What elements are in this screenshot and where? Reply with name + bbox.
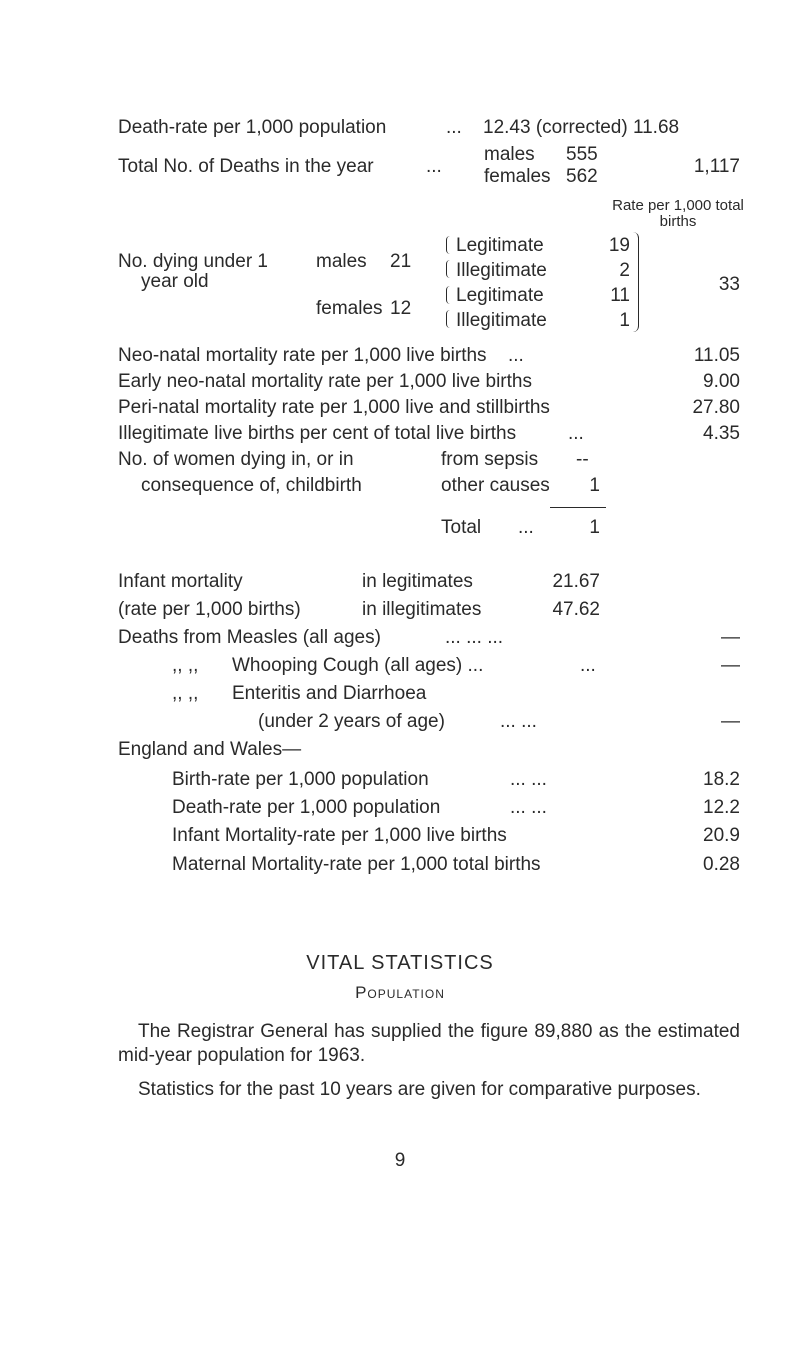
- infant-mortality-label-2: (rate per 1,000 births): [118, 599, 301, 620]
- deaths-females-label: females: [484, 166, 551, 187]
- whooping-cough-value: —: [721, 655, 740, 676]
- death-rate-value: 12.43 (corrected) 11.68: [483, 117, 680, 138]
- females-brace-lower: [446, 310, 451, 328]
- in-legitimates-value: 21.67: [552, 571, 600, 592]
- peri-natal-value: 27.80: [692, 397, 740, 418]
- deaths-males-value: 555: [566, 144, 598, 165]
- enteritis-ditto: ,, ,,: [172, 683, 199, 704]
- early-neo-natal-label: Early neo-natal mortality rate per 1,000 live births: [118, 371, 532, 392]
- measles-value: —: [721, 627, 740, 648]
- neo-natal-value: 11.05: [693, 345, 740, 366]
- peri-natal-label: Peri-natal mortality rate per 1,000 live and stillbirths: [118, 397, 550, 418]
- measles-label: Deaths from Measles (all ages): [118, 627, 381, 648]
- row-female-legitimate-label: Legitimate: [456, 285, 544, 306]
- row-male-illegitimate-value: 2: [619, 260, 630, 281]
- ew-infant-mortality-value: 20.9: [703, 825, 740, 846]
- ew-death-rate-leader: ... ...: [510, 797, 547, 818]
- infant-mortality-label: Infant mortality: [118, 571, 243, 592]
- other-causes-value: 1: [589, 475, 600, 496]
- row-female-illegitimate-value: 1: [619, 310, 630, 331]
- ew-maternal-mortality-value: 0.28: [703, 854, 740, 875]
- infant-males-label: males: [316, 251, 367, 272]
- illegitimate-births-leader: ...: [568, 423, 584, 444]
- rate-brace: [632, 232, 639, 332]
- total-deaths-value: 1,117: [693, 156, 740, 177]
- enteritis-label-2: (under 2 years of age): [258, 711, 445, 732]
- dying-under-1-label: No. dying under 1: [118, 251, 268, 272]
- neo-natal-label: Neo-natal mortality rate per 1,000 live births: [118, 345, 487, 366]
- ew-birth-rate-value: 18.2: [703, 769, 740, 790]
- maternal-label-2: consequence of, childbirth: [141, 475, 362, 496]
- enteritis-label: Enteritis and Diarrhoea: [232, 683, 427, 704]
- sepsis-label: from sepsis: [441, 449, 539, 470]
- population-subtitle: Population: [355, 983, 445, 1002]
- males-brace-lower: [446, 260, 451, 278]
- rate-per-1000-header: Rate per 1,000 total births: [612, 197, 744, 230]
- neo-natal-leader: ...: [508, 345, 524, 366]
- population-paragraph: The Registrar General has supplied the figure 89,880 as the estimated mid-year population for 1963.: [118, 1021, 740, 1066]
- other-causes-label: other causes: [441, 475, 550, 496]
- maternal-total-leader: ...: [518, 517, 534, 538]
- ew-birth-rate-leader: ... ...: [510, 769, 547, 790]
- vital-statistics-title: VITAL STATISTICS: [306, 952, 494, 974]
- infant-rate-value: 33: [718, 274, 740, 295]
- death-rate-label: Death-rate per 1,000 population: [118, 117, 387, 138]
- in-legitimates-label: in legitimates: [362, 571, 473, 592]
- in-illegitimates-value: 47.62: [552, 599, 600, 620]
- ew-birth-rate-label: Birth-rate per 1,000 population: [172, 769, 429, 790]
- illegitimate-births-value: 4.35: [703, 423, 740, 444]
- total-rule: [550, 507, 606, 508]
- infant-males-value: 21: [390, 251, 412, 272]
- england-wales-heading: England and Wales—: [118, 739, 302, 760]
- illegitimate-births-label: Illegitimate live births per cent of total live births: [118, 423, 517, 444]
- early-neo-natal-value: 9.00: [703, 371, 740, 392]
- whooping-ditto: ,, ,,: [172, 655, 199, 676]
- maternal-total-value: 1: [589, 517, 600, 538]
- dying-under-1-label-2: year old: [141, 271, 209, 292]
- ew-infant-mortality-label: Infant Mortality-rate per 1,000 live births: [172, 825, 507, 846]
- enteritis-leader: ... ...: [500, 711, 537, 732]
- ew-death-rate-label: Death-rate per 1,000 population: [172, 797, 441, 818]
- females-brace: [446, 286, 451, 304]
- ew-maternal-mortality-label: Maternal Mortality-rate per 1,000 total births: [172, 854, 541, 875]
- row-male-illegitimate-label: Illegitimate: [456, 260, 547, 281]
- whooping-cough-leader: ...: [580, 655, 596, 676]
- deaths-females-value: 562: [566, 166, 598, 187]
- row-female-legitimate-value: 11: [610, 285, 630, 306]
- in-illegitimates-label: in illegitimates: [362, 599, 482, 620]
- males-brace: [446, 236, 451, 254]
- infant-females-value: 12: [390, 298, 412, 319]
- measles-leader: ... ... ...: [445, 627, 504, 648]
- sepsis-value: --: [576, 449, 589, 470]
- maternal-label: No. of women dying in, or in: [118, 449, 354, 470]
- total-deaths-label: Total No. of Deaths in the year: [118, 156, 374, 177]
- row-male-legitimate-label: Legitimate: [456, 235, 544, 256]
- page-number: 9: [394, 1150, 406, 1171]
- enteritis-value: —: [721, 711, 740, 732]
- whooping-cough-label: Whooping Cough (all ages) ...: [232, 655, 484, 676]
- row-male-legitimate-value: 19: [608, 235, 630, 256]
- total-deaths-leader: ...: [426, 156, 442, 177]
- death-rate-leader: ...: [446, 117, 462, 138]
- row-female-illegitimate-label: Illegitimate: [456, 310, 547, 331]
- infant-females-label: females: [316, 298, 383, 319]
- statistics-paragraph: Statistics for the past 10 years are given for comparative purposes.: [138, 1079, 701, 1100]
- maternal-total-label: Total: [441, 517, 482, 538]
- ew-death-rate-value: 12.2: [703, 797, 740, 818]
- deaths-males-label: males: [484, 144, 535, 165]
